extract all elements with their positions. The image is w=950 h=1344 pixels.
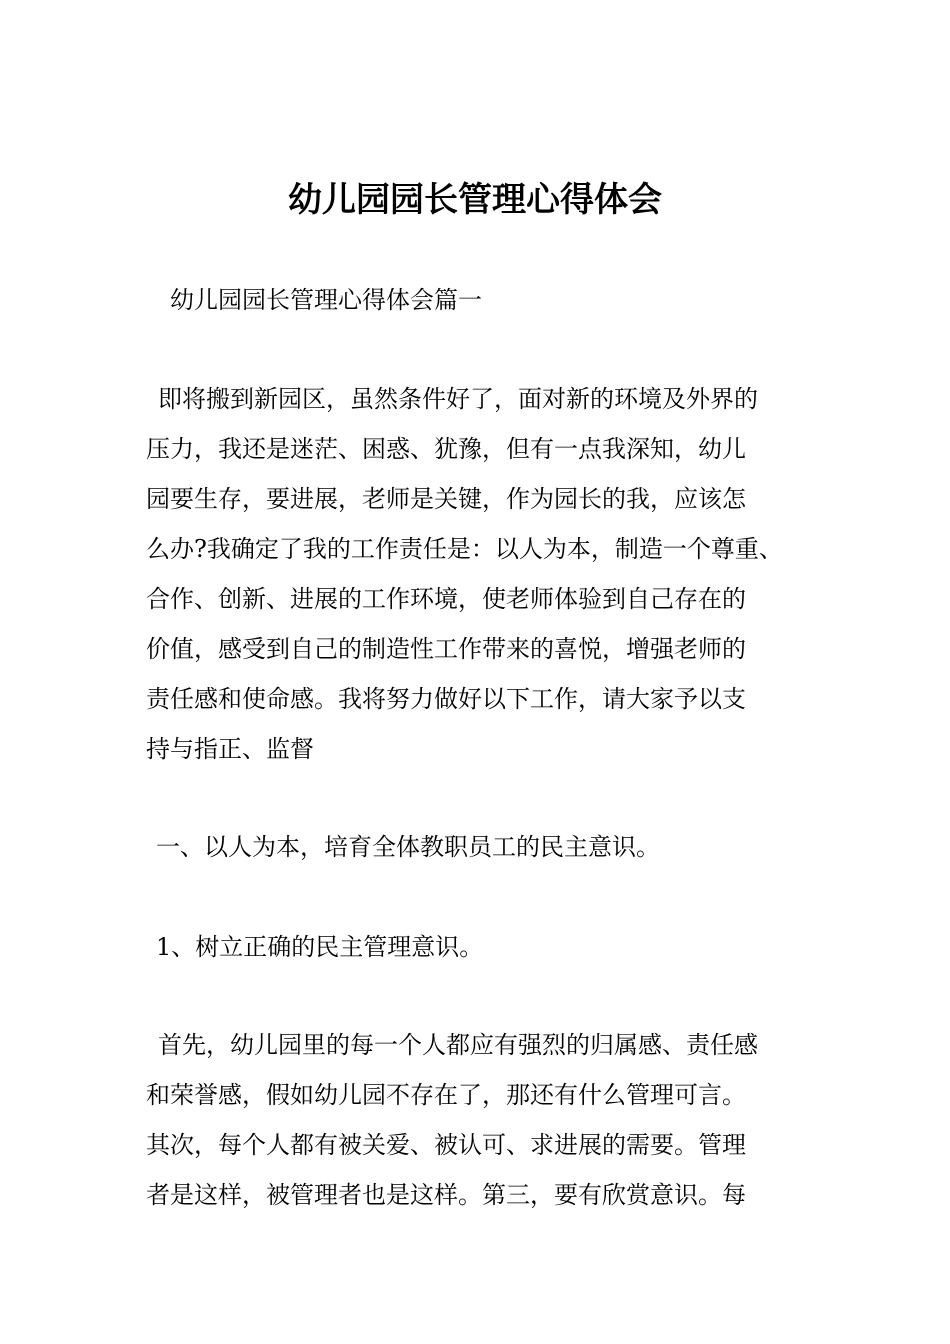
paragraph-line: 者是这样，被管理者也是这样。第三，要有欣赏意识。每 — [146, 1181, 746, 1209]
paragraph-line: 压力，我还是迷茫、困惑、犹豫，但有一点我深知，幼儿 — [146, 435, 746, 463]
paragraph-line: 园要生存，要进展，老师是关键，作为园长的我，应该怎 — [146, 485, 746, 513]
subsection-heading — [146, 922, 846, 972]
paragraph-line: 即将搬到新园区，虽然条件好了，面对新的环境及外界的 — [158, 385, 758, 413]
paragraph-line: 和荣誉感，假如幼儿园不存在了，那还有什么管理可言。 — [146, 1081, 746, 1109]
paragraph-line: 么办?我确定了我的工作责任是：以人为本，制造一个尊重、 — [146, 535, 783, 563]
document-subtitle: 幼儿园园长管理心得体会篇一 — [170, 286, 482, 314]
paragraph-line: 合作、创新、进展的工作环境，使老师体验到自己存在的 — [146, 585, 746, 613]
paragraph-body — [146, 1020, 846, 1220]
section-heading — [146, 822, 846, 872]
paragraph-line: 首先，幼儿园里的每一个人都应有强烈的归属感、责任感 — [158, 1031, 758, 1059]
paragraph-intro — [146, 374, 846, 774]
paragraph-line: 责任感和使命感。我将努力做好以下工作，请大家予以支 — [146, 685, 746, 713]
section-heading-text: 一、以人为本，培育全体教职员工的民主意识。 — [156, 833, 660, 861]
paragraph-line: 价值，感受到自己的制造性工作带来的喜悦，增强老师的 — [146, 635, 746, 663]
subsection-heading-text: 1、树立正确的民主管理意识。 — [156, 933, 484, 961]
paragraph-line: 持与指正、监督 — [146, 735, 314, 763]
paragraph-line: 其次，每个人都有被关爱、被认可、求进展的需要。管理 — [146, 1131, 746, 1159]
document-title: 幼儿园园长管理心得体会 — [288, 180, 662, 220]
